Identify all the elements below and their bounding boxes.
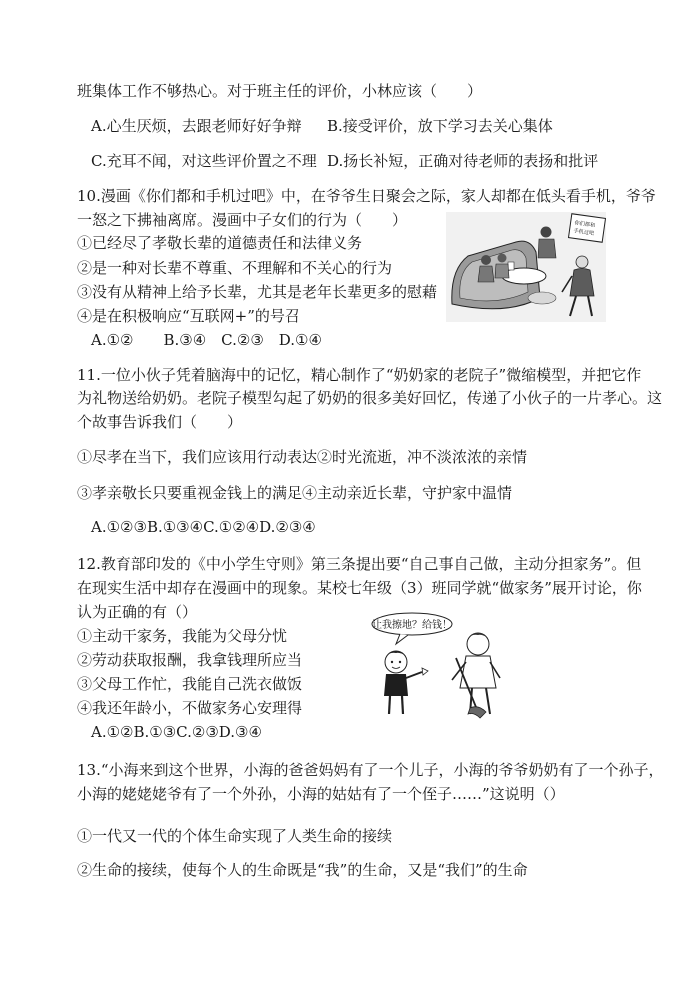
q12-item-4: ④我还年龄小，不做家务心安理得 bbox=[77, 699, 303, 717]
q11-stem-line2: 为礼物送给奶奶。老院子模型勾起了奶奶的很多美好回忆，传递了小伙子的一片孝心。这 bbox=[77, 389, 663, 407]
q12-options: A.①②B.①③C.②③D.③④ bbox=[91, 723, 262, 741]
q9-option-b: B.接受评价，放下学习去关心集体 bbox=[327, 117, 553, 135]
svg-text:手机过吧: 手机过吧 bbox=[573, 228, 595, 238]
q11-items-3-4: ③孝亲敬长只要重视金钱上的满足④主动亲近长辈，守护家中温情 bbox=[77, 484, 513, 502]
q9-option-a: A.心生厌烦，去跟老师好好争辩 bbox=[91, 117, 302, 135]
q10-item-2: ②是一种对长辈不尊重、不理解和不关心的行为 bbox=[77, 259, 393, 277]
chores-cartoon bbox=[360, 608, 530, 720]
q11-items-1-2: ①尽孝在当下，我们应该用行动表达②时光流逝，冲不淡浓浓的亲情 bbox=[77, 448, 528, 466]
q11-stem-line3: 个故事告诉我们（ ） bbox=[77, 413, 243, 431]
speech-bubble-text: 让我擦地？给钱！ bbox=[372, 620, 452, 631]
q9-option-d: D.扬长补短，正确对待老师的表扬和批评 bbox=[327, 152, 599, 170]
q9-option-c: C.充耳不闻，对这些评价置之不理 bbox=[91, 152, 317, 170]
q12-stem-line2: 在现实生活中却存在漫画中的现象。某校七年级（3）班同学就“做家务”展开讨论，你 bbox=[77, 579, 642, 597]
family-phones-cartoon bbox=[446, 212, 606, 322]
q12-item-1: ①主动干家务，我能为父母分忧 bbox=[77, 627, 288, 645]
q10-item-4: ④是在积极响应“互联网+”的号召 bbox=[77, 307, 300, 325]
cartoon-sign-text: 你们都和 bbox=[574, 220, 596, 230]
q13-item-1: ①一代又一代的个体生命实现了人类生命的接续 bbox=[77, 827, 393, 845]
q10-options: A.①② B.③④ C.②③ D.①④ bbox=[91, 331, 322, 349]
q11-stem-line1: 11.一位小伙子凭着脑海中的记忆，精心制作了“奶奶家的老院子”微缩模型，并把它作 bbox=[77, 366, 642, 384]
q12-item-3: ③父母工作忙，我能自己洗衣做饭 bbox=[77, 675, 303, 693]
q10-item-3: ③没有从精神上给予长辈，尤其是老年长辈更多的慰藉 bbox=[77, 283, 438, 301]
q10-item-1: ①已经尽了孝敬长辈的道德责任和法律义务 bbox=[77, 234, 363, 252]
q11-options: A.①②③B.①③④C.①②④D.②③④ bbox=[91, 518, 316, 536]
q9-stem: 班集体工作不够热心。对于班主任的评价，小林应该（ ） bbox=[77, 82, 483, 100]
q12-item-2: ②劳动获取报酬，我拿钱理所应当 bbox=[77, 651, 303, 669]
q10-stem-line2: 一怒之下拂袖离席。漫画中子女们的行为（ ） bbox=[77, 211, 408, 229]
q13-stem-line2: 小海的姥姥姥爷有了一个外孙，小海的姑姑有了一个侄子……”这说明（） bbox=[77, 785, 565, 803]
q12-stem-line1: 12.教育部印发的《中小学生守则》第三条提出要“自己事自己做，主动分担家务”。但 bbox=[77, 555, 642, 573]
q12-stem-line3: 认为正确的有（） bbox=[77, 603, 198, 621]
q13-stem-line1: 13.“小海来到这个世界，小海的爸爸妈妈有了一个儿子，小海的爷爷奶奶有了一个孙子， bbox=[77, 761, 664, 779]
q10-stem-line1: 10.漫画《你们都和手机过吧》中，在爷爷生日聚会之际，家人却都在低头看手机，爷爷 bbox=[77, 187, 656, 205]
q13-item-2: ②生命的接续，使每个人的生命既是“我”的生命，又是“我们”的生命 bbox=[77, 861, 528, 879]
